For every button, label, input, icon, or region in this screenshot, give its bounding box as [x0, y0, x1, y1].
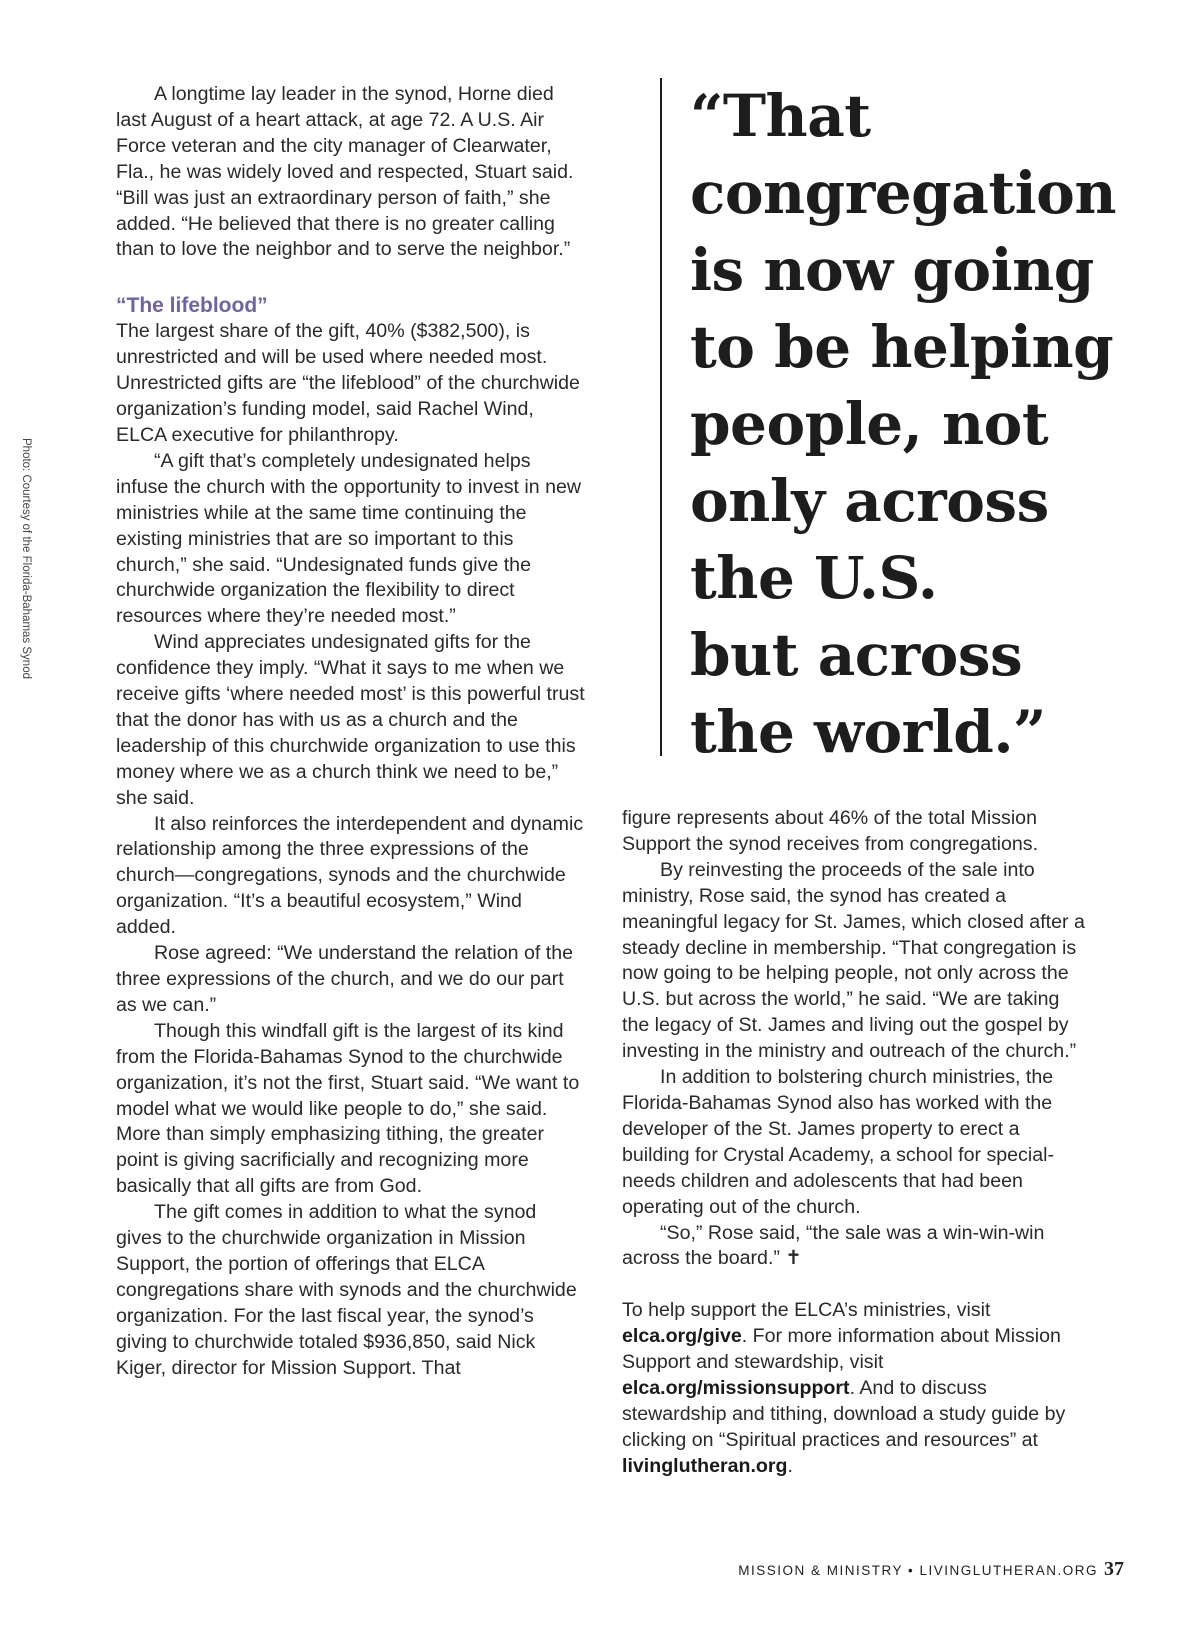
paragraph: Though this windfall gift is the largest of its kind from the Florida-Bahamas Synod to the churchwide organization, it’s not the first, Stuart said. “We want to model what we would like people to do,” she said. More than simply emphasizing tithing, the greater point is giving sacrificially and recognizing more basically that all gifts are from God. — [116, 1019, 580, 1198]
paragraph: A longtime lay leader in the synod, Horne died last August of a heart attack, at age 72. A U.S. Air Force veteran and the city manager of Clearwater, Fla., he was widely loved and respected, Stuart said. “Bill was just an extraordinary person of faith,” she added. “He believed that there is no greater calling than to love the neighbor and to serve the neighbor.” — [116, 83, 574, 261]
pull-quote-text: “That congregation is now going to be helping people, not only across the U.S. but across the world.” — [690, 82, 1116, 766]
closing-note — [622, 1298, 1092, 1479]
link-elca-missionsupport[interactable]: elca.org/missionsupport — [622, 1376, 850, 1399]
link-livinglutheran[interactable]: livinglutheran.org — [622, 1454, 788, 1477]
paragraph: It also reinforces the interdependent and dynamic relationship among the three expressions of the church—congregations, synods and the churchwide organization. “It’s a beautiful ecosystem,” Wind added. — [116, 812, 584, 939]
paragraph: In addition to bolstering church ministries, the Florida-Bahamas Synod also has worked with the developer of the St. James property to erect a building for Crystal Academy, a school for special-needs children and adolescents that had been operating out of the church. — [622, 1066, 1054, 1218]
closing-text: . — [787, 1454, 793, 1477]
paragraph: figure represents about 46% of the total Mission Support the synod receives from congregations. — [622, 807, 1039, 855]
paragraph: “A gift that’s completely undesignated helps infuse the church with the opportunity to invest in new ministries while at the same time continuing the existing ministries that are so important to this church,” she said. “Undesignated funds give the churchwide organization the flexibility to direct resources where they’re needed most.” — [116, 449, 582, 628]
page-footer — [738, 1558, 1124, 1581]
left-column — [116, 82, 586, 1382]
closing-text: To help support the ELCA’s ministries, visit — [622, 1299, 991, 1322]
link-elca-give[interactable]: elca.org/give — [622, 1325, 742, 1348]
right-column — [622, 806, 1092, 1480]
page-number: 37 — [1104, 1558, 1124, 1580]
closing-text: . And to discuss stewardship and tithing, download a study guide by clicking on “Spiritual practices and resources” at — [622, 1376, 1066, 1451]
photo-credit: Photo: Courtesy of the Florida-Bahamas Synod — [20, 438, 32, 679]
footer-section: MISSION & MINISTRY • LIVINGLUTHERAN.ORG — [738, 1563, 1098, 1578]
paragraph: The gift comes in addition to what the synod gives to the churchwide organization in Mission Support, the portion of offerings that ELCA congregations share with synods and the churchwide organization. For the last fiscal year, the synod’s giving to churchwide totaled $936,850, said Nick Kiger, director for Mission Support. That — [116, 1201, 577, 1379]
paragraph: Wind appreciates undesignated gifts for the confidence they imply. “What it says to me when we receive gifts ‘where needed most’ is this powerful trust that the donor has with us as a church and the leadership of this churchwide organization to use this money where we as a church think we need to be,” she said. — [116, 631, 585, 809]
closing-text: . For more information about Mission Support and stewardship, visit — [622, 1325, 1061, 1374]
paragraph: “So,” Rose said, “the sale was a win-win-win across the board.” ✝ — [622, 1221, 1045, 1270]
section-subhead: “The lifeblood” — [116, 294, 268, 318]
pull-quote — [660, 78, 1180, 766]
paragraph: Rose agreed: “We understand the relation of the three expressions of the church, and we do our part as we can.” — [116, 942, 573, 1016]
paragraph: The largest share of the gift, 40% ($382,500), is unrestricted and will be used where needed most. Unrestricted gifts are “the lifeblood” of the churchwide organization’s funding model, said Rachel Wind, ELCA executive for philanthropy. — [116, 320, 580, 446]
paragraph: By reinvesting the proceeds of the sale into ministry, Rose said, the synod has created a meaningful legacy for St. James, which closed after a steady decline in membership. “That congregation is now going to be helping people, not only across the U.S. but across the world,” he said. “We are taking the legacy of St. James and living out the gospel by investing in the ministry and outreach of the church.” — [622, 858, 1085, 1063]
